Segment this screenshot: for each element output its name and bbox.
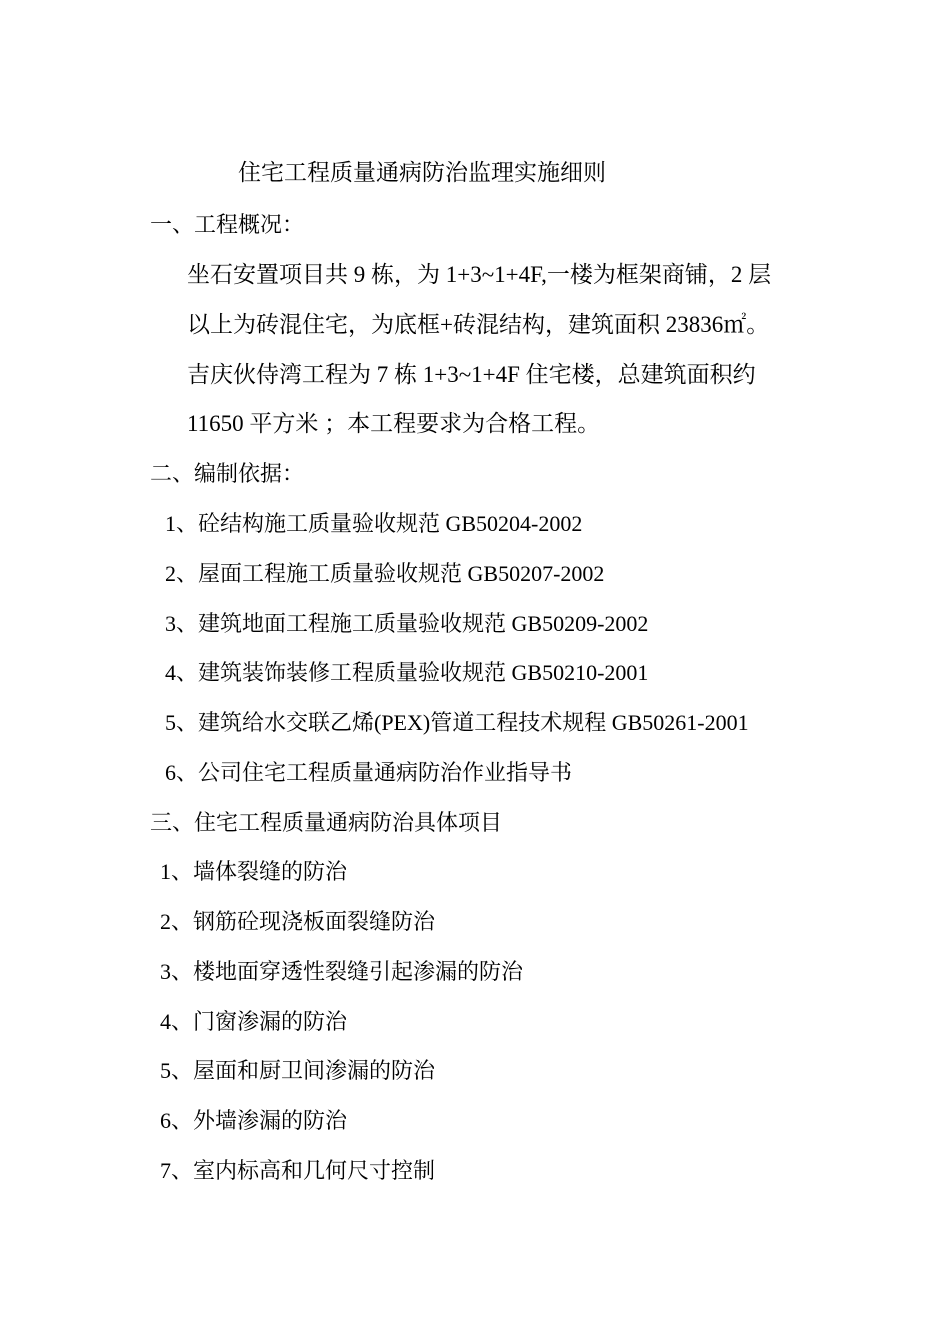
project-item-6: 6、外墙渗漏的防治 <box>160 1108 348 1133</box>
overview-line-1: 坐石安置项目共 9 栋，为 1+3~1+4F,一楼为框架商铺，2 层 <box>187 262 772 287</box>
basis-item-2: 2、屋面工程施工质量验收规范 GB50207-2002 <box>165 561 605 586</box>
basis-item-6: 6、公司住宅工程质量通病防治作业指导书 <box>165 760 573 785</box>
section-1-heading: 一、工程概况： <box>150 212 305 237</box>
project-item-5: 5、屋面和厨卫间渗漏的防治 <box>160 1058 436 1083</box>
overview-line-4: 11650 平方米 ；本工程要求为合格工程。 <box>187 411 601 436</box>
project-item-1: 1、墙体裂缝的防治 <box>160 859 348 884</box>
section-2-heading: 二、编制依据： <box>150 461 305 486</box>
basis-item-4: 4、建筑装饰装修工程质量验收规范 GB50210-2001 <box>165 660 649 685</box>
project-item-2: 2、钢筋砼现浇板面裂缝防治 <box>160 909 436 934</box>
project-item-7: 7、室内标高和几何尺寸控制 <box>160 1158 436 1183</box>
basis-item-5: 5、建筑给水交联乙烯(PEX)管道工程技术规程 GB50261-2001 <box>165 710 749 735</box>
project-item-4: 4、门窗渗漏的防治 <box>160 1009 348 1034</box>
basis-item-1: 1、砼结构施工质量验收规范 GB50204-2002 <box>165 511 583 536</box>
basis-item-3: 3、建筑地面工程施工质量验收规范 GB50209-2002 <box>165 611 649 636</box>
project-item-3: 3、楼地面穿透性裂缝引起渗漏的防治 <box>160 959 524 984</box>
overview-line-2: 以上为砖混住宅，为底框+砖混结构，建筑面积 23836㎡。 <box>187 312 770 337</box>
document-title: 住宅工程质量通病防治监理实施细则 <box>238 160 606 185</box>
overview-line-3: 吉庆伙侍湾工程为 7 栋 1+3~1+4F 住宅楼，总建筑面积约 <box>187 362 756 387</box>
section-3-heading: 三、住宅工程质量通病防治具体项目 <box>150 810 503 835</box>
